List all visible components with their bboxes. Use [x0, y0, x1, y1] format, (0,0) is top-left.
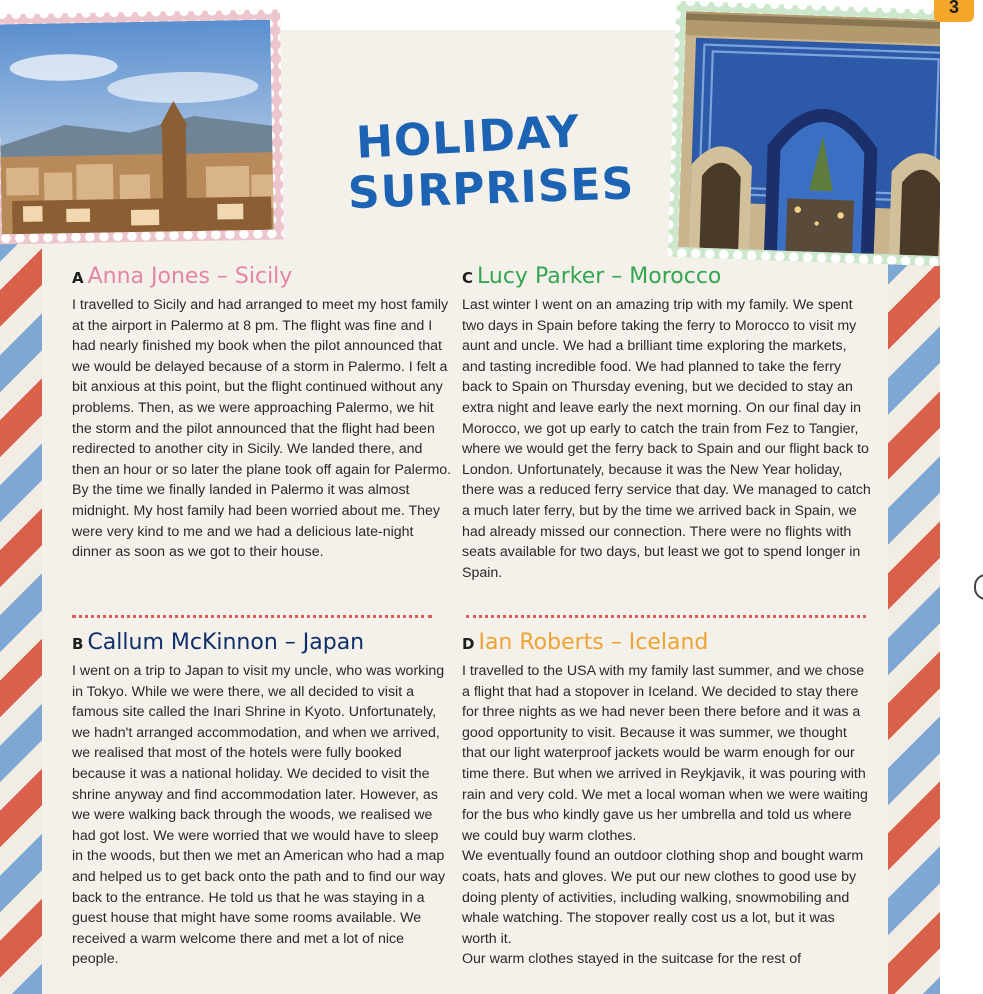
article-heading: Anna Jones – Sicily	[87, 264, 293, 289]
article-letter: C	[462, 269, 474, 287]
article-paragraph: Last winter I went on an amazing trip with my family. We spent two days in Spain before taking the ferry to Morocco to visit my aunt and uncle. We had a brilliant time exploring the markets, and tasting incredible food. We had planned to take the ferry back to Spain on Thursday evening, but we decided to stay an extra night and leave early the next morning. On our final day in Morocco, we got up early to catch the train from Fez to Tangier, where we would get the ferry back to Spain and our flight back to London. Unfortunately, because it was the New Year holiday, there was a reduced ferry service that day. We managed to catch a much later ferry, but by the time we arrived back in Spain, we had already missed our connection. There were no flights with seats available for two days, but least we got to spend longer in Spain.	[462, 297, 871, 581]
article-ian-roberts	[462, 628, 872, 970]
sicily-city-photo	[0, 20, 274, 235]
article-paragraph: I travelled to Sicily and had arranged to meet my host family at the airport in Palermo at 8 pm. The flight was fine and I had nearly finished my book when the pilot announced that we would be delayed because of a storm in Palermo. I felt a bit anxious at this point, but the flight continued without any problems. Then, as we were approaching Palermo, we hit the storm and the pilot announced that the flight had been redirected to another city in Sicily. We landed there, and then an hour or so later the plane took off again for Palermo. By the time we finally landed in Palermo it was almost midnight. My host family had been worried about me. They were very kind to me and we had a delicious late-night dinner as soon as we got to their house.	[72, 297, 452, 561]
article-heading: Lucy Parker – Morocco	[477, 264, 722, 289]
morocco-photo-stamp	[668, 1, 979, 267]
title-line-2: SURPRISES	[347, 158, 636, 220]
article-lucy-parker	[462, 262, 872, 583]
page-number-badge: 3	[934, 0, 974, 22]
article-body	[462, 661, 872, 970]
page-edge	[940, 0, 983, 994]
article-heading: Ian Roberts – Iceland	[478, 630, 709, 655]
article-letter: B	[72, 635, 84, 653]
article-body	[462, 295, 872, 583]
article-body	[72, 295, 452, 563]
article-heading: Callum McKinnon – Japan	[87, 630, 365, 655]
article-anna-jones	[72, 262, 452, 563]
article-callum-mckinnon	[72, 628, 452, 970]
article-paragraph: I went on a trip to Japan to visit my uncle, who was working in Tokyo. While we were there, we all decided to visit a famous site called the Inari Shrine in Kyoto. Unfortunately, we hadn't arranged accommodation, and when we arrived, we realised that most of the hotels were fully booked because it was a national holiday. We decided to visit the shrine anyway and find accommodation later. However, as we were walking back through the woods, we realised we had got lost. We were worried that we would have to sleep in the woods, but then we met an American who had a map and helped us to get back onto the path and to find our way back to the entrance. He told us that he was staying in a guest house that might have some rooms available. We received a warm welcome there and met a lot of nice people.	[72, 663, 446, 968]
dotted-divider	[72, 615, 432, 618]
sicily-photo-stamp	[0, 9, 284, 244]
article-letter: A	[72, 269, 84, 287]
fez-blue-gate-photo	[678, 11, 968, 257]
article-body	[72, 661, 452, 970]
article-paragraph: I travelled to the USA with my family last summer, and we chose a flight that had a stopover in Iceland. We decided to stay there for three nights as we had never been there before and it was a good opportunity to visit. Because it was summer, we thought that our light waterproof jackets would be warm enough for our time there. But when we arrived in Reykjavik, it was pouring with rain and very cold. We met a local woman when we were waiting for the bus who kindly gave us her umbrella and told us where we could buy warm clothes.	[462, 663, 868, 844]
article-paragraph: Our warm clothes stayed in the suitcase for the rest of	[462, 951, 802, 968]
title-line-1: HOLIDAY	[354, 106, 582, 169]
page-title	[347, 106, 636, 220]
article-paragraph: We eventually found an outdoor clothing shop and bought warm coats, hats and gloves. We put our new clothes to good use by doing plenty of activities, including walking, snowmobiling and whale watching. The stopover really cost us a lot, but it was worth it.	[462, 848, 864, 947]
dotted-divider	[466, 615, 866, 618]
article-letter: D	[462, 635, 475, 653]
